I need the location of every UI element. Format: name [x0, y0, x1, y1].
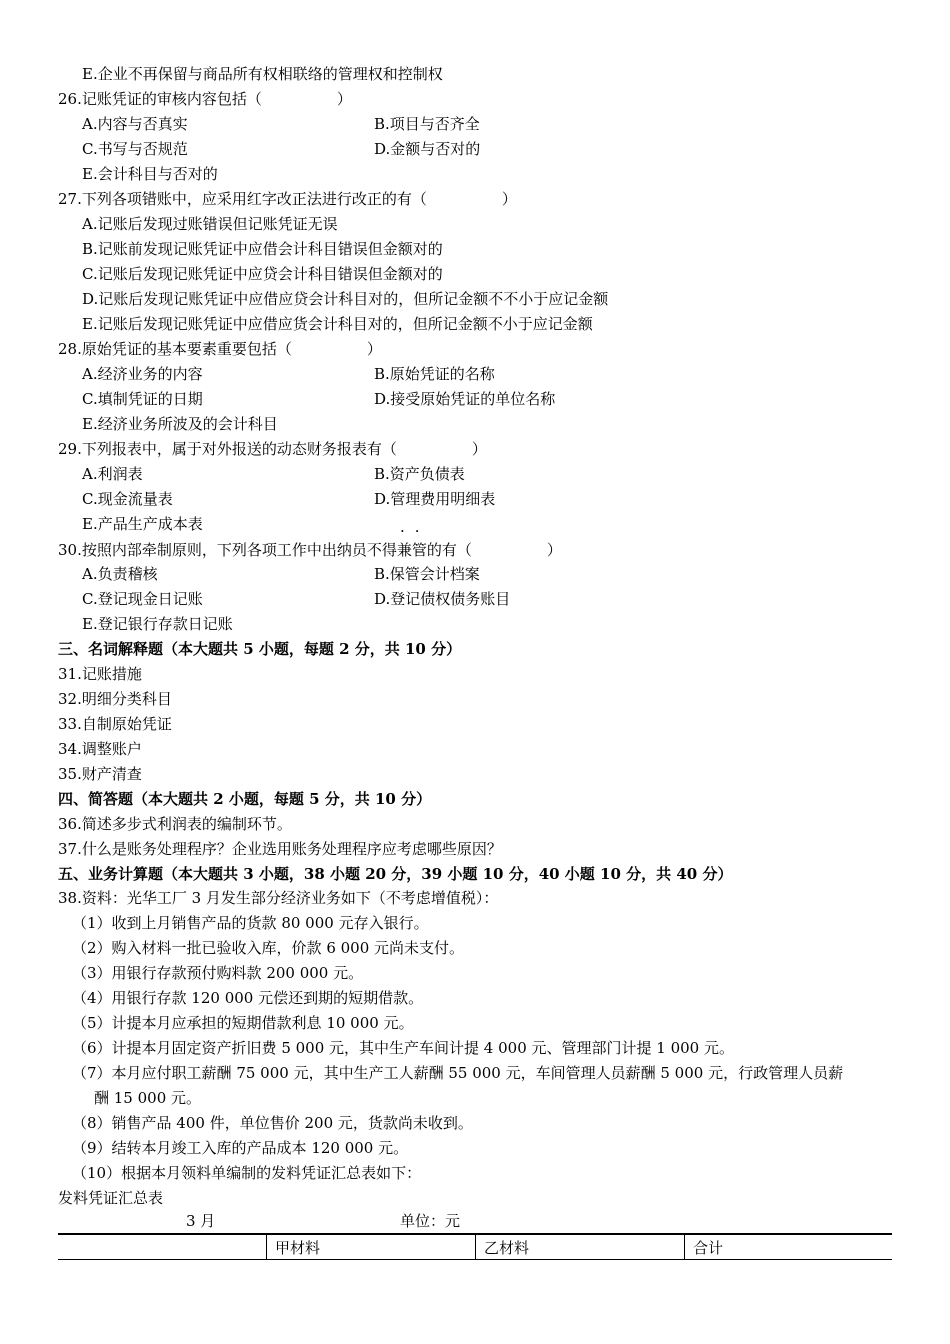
section-4-title: 四、简答题（本大题共 2 小题，每题 5 分，共 10 分） [58, 790, 432, 808]
q29-option-c: C.现金流量表 [82, 490, 173, 508]
q27-option-d: D.记账后发现记账凭证中应借应贷会计科目对的，但所记金额不不小于应记金额 [82, 290, 609, 308]
section-3-title: 三、名词解释题（本大题共 5 小题，每题 2 分，共 10 分） [58, 640, 462, 658]
q27-stem: 27.下列各项错账中，应采用红字改正法进行改正的有（ ） [58, 190, 517, 208]
q38-item: （3）用银行存款预付购料款 200 000 元。 [72, 964, 364, 982]
term-item: 31.记账措施 [58, 665, 142, 683]
q29-stem: 29.下列报表中，属于对外报送的动态财务报表有（ ） [58, 440, 487, 458]
q38-item: （1）收到上月销售产品的货款 80 000 元存入银行。 [72, 914, 429, 932]
q27-option-a: A.记账后发现过账错误但记账凭证无误 [82, 215, 338, 233]
short-answer-item: 37.什么是账务处理程序？企业选用账务处理程序应考虑哪些原因？ [58, 840, 502, 858]
q38-item-continued: 酬 15 000 元。 [94, 1089, 202, 1107]
q38-item: （10）根据本月领料单编制的发料凭证汇总表如下： [72, 1164, 422, 1182]
q27-option-e: E.记账后发现记账凭证中应借应货会计科目对的，但所记金额不小于应记金额 [82, 315, 593, 333]
emphasis-dots: ·· [400, 522, 430, 540]
q30-option-b: B.保管会计档案 [374, 565, 480, 583]
q29-option-a: A.利润表 [82, 465, 143, 483]
table-title: 发料凭证汇总表 [58, 1189, 164, 1207]
q38-item: （8）销售产品 400 件，单位售价 200 元，货款尚未收到。 [72, 1114, 473, 1132]
section-5-title: 五、业务计算题（本大题共 3 小题，38 小题 20 分，39 小题 10 分，40 小题 10 分，共 40 分） [58, 865, 733, 883]
table-header-cell: 乙材料 [476, 1234, 685, 1260]
q26-option-e: E.会计科目与否对的 [82, 165, 218, 183]
q27-option-b: B.记账前发现记账凭证中应借会计科目错误但金额对的 [82, 240, 443, 258]
term-item: 35.财产清查 [58, 765, 142, 783]
q26-option-d: D.金额与否对的 [374, 140, 481, 158]
term-item: 33.自制原始凭证 [58, 715, 172, 733]
term-item: 34.调整账户 [58, 740, 142, 758]
q28-stem: 28.原始凭证的基本要素重要包括（ ） [58, 340, 382, 358]
q27-option-c: C.记账后发现记账凭证中应贷会计科目错误但金额对的 [82, 265, 443, 283]
q29-option-e: E.产品生产成本表 [82, 515, 203, 533]
q28-option-a: A.经济业务的内容 [82, 365, 203, 383]
q38-item: （6）计提本月固定资产折旧费 5 000 元，其中生产车间计提 4 000 元、管理部门计提 1 000 元。 [72, 1039, 734, 1057]
q38-item: （9）结转本月竣工入库的产品成本 120 000 元。 [72, 1139, 409, 1157]
material-issue-summary-table [58, 1233, 892, 1260]
table-header-cell [58, 1234, 267, 1260]
q30-option-a: A.负责稽核 [82, 565, 158, 583]
q30-stem: 30.按照内部牵制原则，下列各项工作中出纳员不得兼管的有（ ） [58, 541, 562, 559]
q28-option-e: E.经济业务所波及的会计科目 [82, 415, 278, 433]
table-unit: 单位：元 [400, 1212, 461, 1230]
q26-option-c: C.书写与否规范 [82, 140, 188, 158]
q38-item: （7）本月应付职工薪酬 75 000 元，其中生产工人薪酬 55 000 元，车间管理人员薪酬 5 000 元，行政管理人员薪 [72, 1064, 844, 1082]
table-header-cell: 甲材料 [267, 1234, 476, 1260]
q29-option-d: D.管理费用明细表 [374, 490, 496, 508]
q38-item: （2）购入材料一批已验收入库，价款 6 000 元尚未支付。 [72, 939, 465, 957]
q38-item: （4）用银行存款 120 000 元偿还到期的短期借款。 [72, 989, 424, 1007]
short-answer-item: 36.简述多步式利润表的编制环节。 [58, 815, 292, 833]
q38-stem: 38.资料：光华工厂 3 月发生部分经济业务如下（不考虑增值税）： [58, 889, 499, 907]
table-header-cell: 合计 [685, 1234, 893, 1260]
q28-option-c: C.填制凭证的日期 [82, 390, 203, 408]
q29-option-b: B.资产负债表 [374, 465, 465, 483]
table-header-row [58, 1234, 892, 1260]
term-item: 32.明细分类科目 [58, 690, 172, 708]
q30-option-d: D.登记债权债务账目 [374, 590, 511, 608]
q28-option-d: D.接受原始凭证的单位名称 [374, 390, 556, 408]
q38-item: （5）计提本月应承担的短期借款利息 10 000 元。 [72, 1014, 414, 1032]
q28-option-b: B.原始凭证的名称 [374, 365, 495, 383]
q30-option-e: E.登记银行存款日记账 [82, 615, 233, 633]
q26-option-a: A.内容与否真实 [82, 115, 188, 133]
q26-stem: 26.记账凭证的审核内容包括（ ） [58, 90, 352, 108]
q26-option-b: B.项目与否齐全 [374, 115, 480, 133]
table-month: 3 月 [186, 1212, 216, 1230]
q25-option-e: E.企业不再保留与商品所有权相联络的管理权和控制权 [82, 65, 443, 83]
q30-option-c: C.登记现金日记账 [82, 590, 203, 608]
